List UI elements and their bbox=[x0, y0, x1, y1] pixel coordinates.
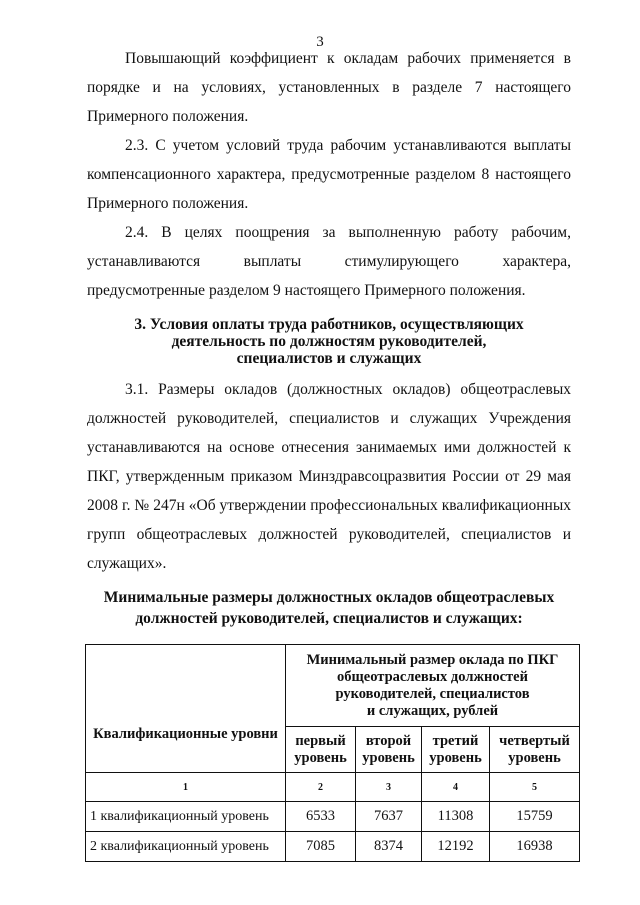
paragraph-2-3: 2.3. С учетом условий труда рабочим устанавливаются выплаты компенсационного характера, предусмотренные разделом 8 настоящего Примерного положения. bbox=[87, 137, 571, 212]
salary-value: 15759 bbox=[490, 802, 580, 832]
qualification-level: 1 квалификационный уровень bbox=[86, 802, 286, 832]
salary-value: 7637 bbox=[356, 802, 422, 832]
salary-value: 16938 bbox=[490, 832, 580, 862]
table-title-line: должностей руководителей, специалистов и служащих: bbox=[135, 610, 523, 627]
salary-value: 11308 bbox=[422, 802, 490, 832]
level-header-word: четвертый bbox=[499, 732, 570, 749]
level-3-header bbox=[422, 727, 490, 773]
level-header-word: третий bbox=[432, 732, 479, 749]
level-header-word: уровень bbox=[508, 749, 561, 766]
salary-value: 8374 bbox=[356, 832, 422, 862]
qualification-level: 2 квалификационный уровень bbox=[86, 832, 286, 862]
table-title bbox=[87, 587, 571, 629]
level-header-word: первый bbox=[295, 732, 346, 749]
level-2-header bbox=[356, 727, 422, 773]
section-3-heading bbox=[87, 316, 571, 367]
column-number-row bbox=[86, 773, 580, 802]
group-header-line: Минимальный размер оклада по ПКГ bbox=[306, 651, 559, 668]
section-heading-line: 3. Условия оплаты труда работников, осуществляющих bbox=[134, 316, 524, 333]
column-number: 3 bbox=[356, 773, 422, 802]
group-header-line: руководителей, специалистов bbox=[335, 685, 530, 702]
level-header-word: уровень bbox=[429, 749, 482, 766]
section-heading-line: специалистов и служащих bbox=[236, 350, 422, 367]
column-number: 1 bbox=[86, 773, 286, 802]
min-salary-group-header bbox=[286, 645, 580, 727]
section-heading-line: деятельность по должностям руководителей, bbox=[171, 333, 487, 350]
table-title-line: Минимальные размеры должностных окладов общеотраслевых bbox=[103, 589, 555, 606]
column-number: 5 bbox=[490, 773, 580, 802]
paragraph-2-4: 2.4. В целях поощрения за выполненную работу рабочим, устанавливаются выплаты стимулирующего характера, предусмотренные разделом 9 настоящего Примерного положения. bbox=[87, 224, 571, 299]
level-4-header bbox=[490, 727, 580, 773]
paragraph-3-1: 3.1. Размеры окладов (должностных окладов) общеотраслевых должностей руководителей, специалистов и служащих Учреждения устанавливаются на основе отнесения занимаемых ими должностей к ПКГ, утвержденным приказом Минздравсоцразвития России от 29 мая 2008 г. № 247н «Об утверждении профессиональных квалификационных групп общеотраслевых должностей руководителей, специалистов и служащих». bbox=[87, 381, 571, 572]
level-1-header bbox=[286, 727, 356, 773]
level-header-word: уровень bbox=[294, 749, 347, 766]
qualification-levels-header: Квалификационные уровни bbox=[86, 645, 286, 773]
group-header-line: и служащих, рублей bbox=[366, 702, 499, 719]
level-header-word: уровень bbox=[362, 749, 415, 766]
page-number: 3 bbox=[316, 34, 324, 50]
salary-value: 6533 bbox=[286, 802, 356, 832]
table-row bbox=[86, 802, 580, 832]
salary-value: 7085 bbox=[286, 832, 356, 862]
table-row bbox=[86, 832, 580, 862]
level-header-word: второй bbox=[365, 732, 412, 749]
column-number: 4 bbox=[422, 773, 490, 802]
salary-table bbox=[85, 644, 580, 862]
salary-value: 12192 bbox=[422, 832, 490, 862]
column-number: 2 bbox=[286, 773, 356, 802]
group-header-line: общеотраслевых должностей bbox=[337, 668, 528, 685]
paragraph-coefficient: Повышающий коэффициент к окладам рабочих применяется в порядке и на условиях, установленных в разделе 7 настоящего Примерного положения. bbox=[87, 50, 571, 125]
